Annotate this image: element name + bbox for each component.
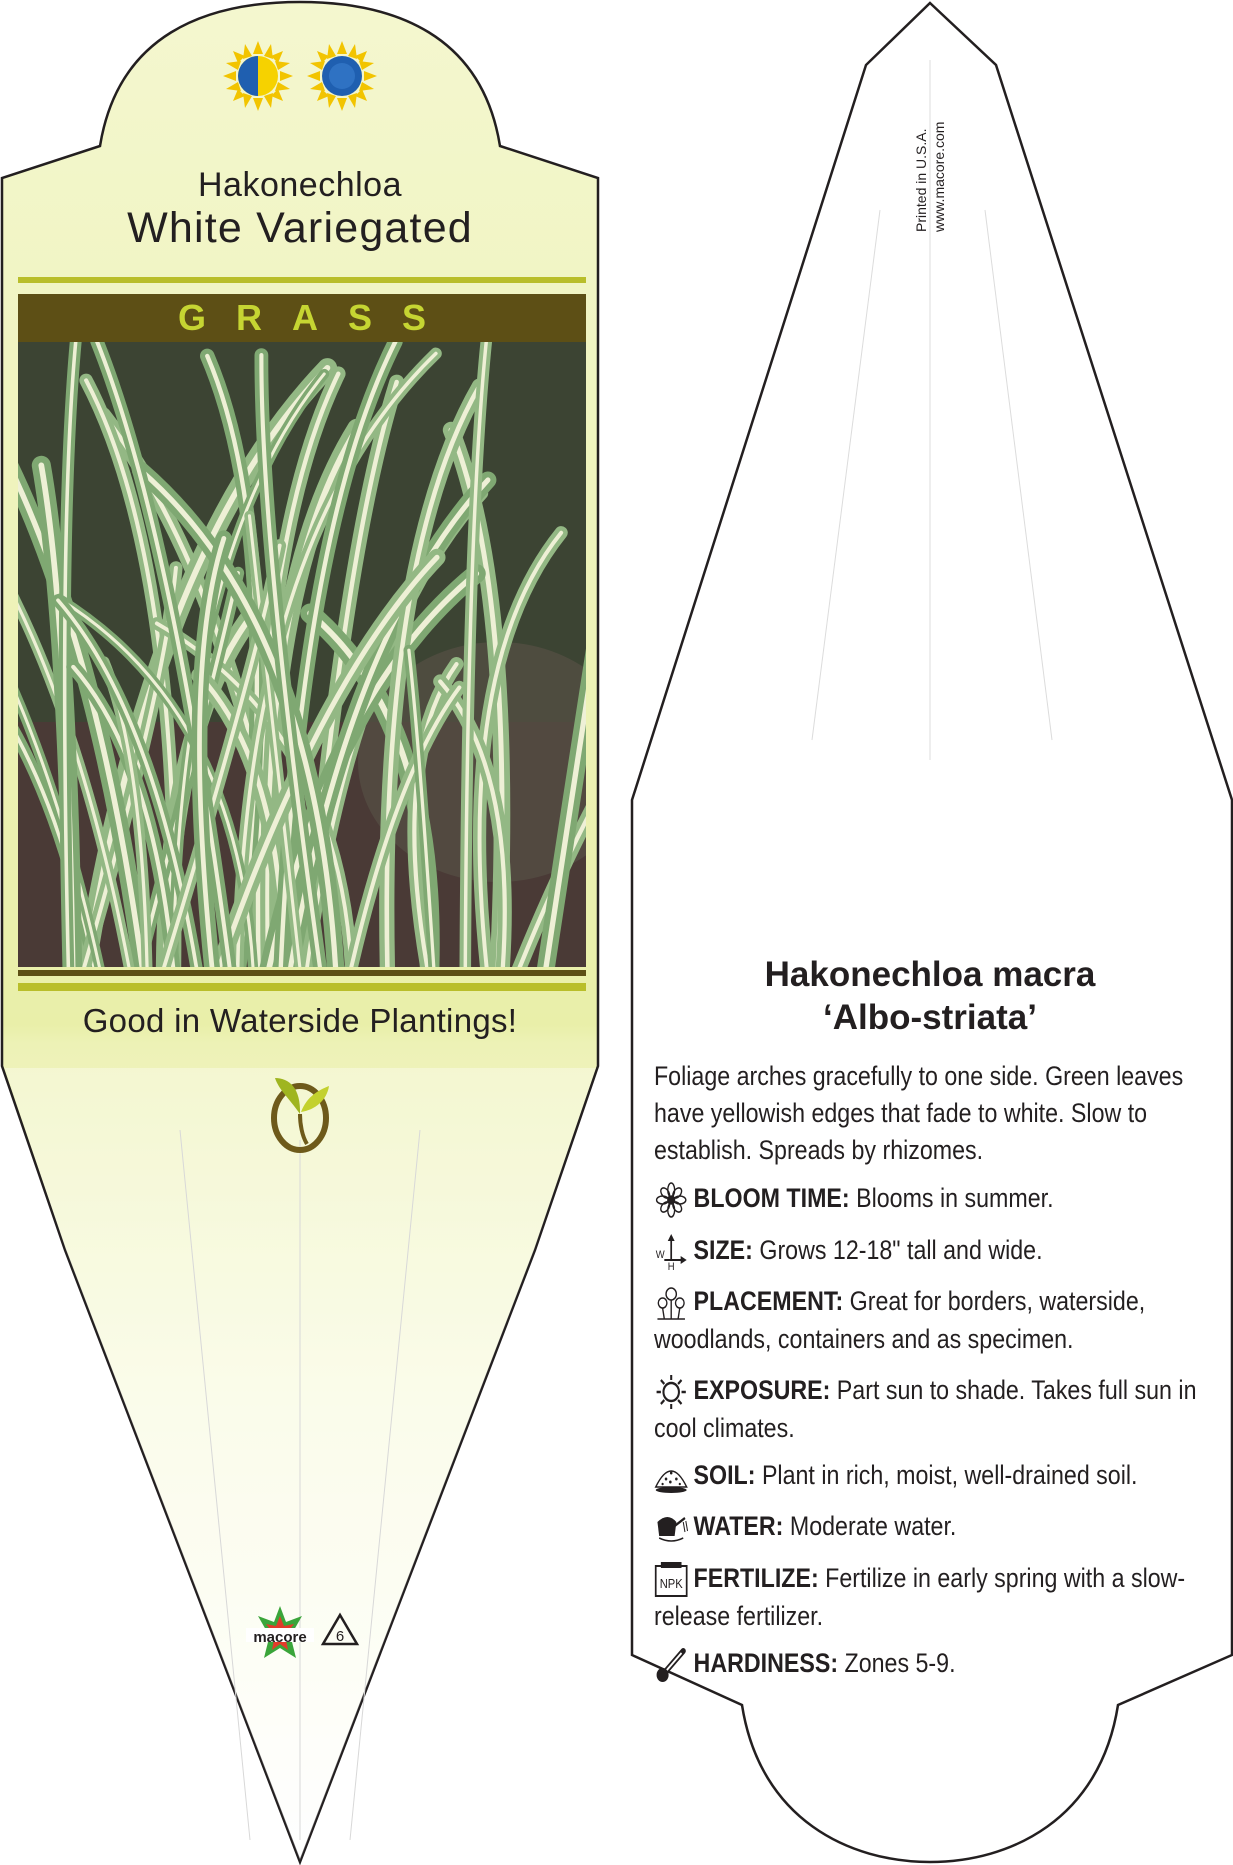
shade-icon xyxy=(306,40,378,112)
category-band: GRASS xyxy=(18,294,586,342)
attr-fertilize xyxy=(654,1560,1213,1635)
attr-text: Grows 12-18" tall and wide. xyxy=(759,1235,1043,1265)
size-h-label: H xyxy=(667,1261,675,1270)
printed-line2: www.macore.com xyxy=(931,121,947,232)
attr-text: Blooms in summer. xyxy=(856,1183,1054,1213)
variegated-grass-photo xyxy=(18,342,586,967)
attr-label: HARDINESS: xyxy=(693,1648,839,1678)
attr-text: Plant in rich, moist, well-drained soil. xyxy=(761,1460,1138,1490)
watering-can-icon xyxy=(654,1510,688,1546)
attr-text: Zones 5-9. xyxy=(844,1648,956,1678)
footer-stripe-light xyxy=(18,983,586,991)
attr-exposure xyxy=(654,1372,1213,1447)
attr-soil xyxy=(654,1457,1213,1495)
attr-size xyxy=(654,1232,1213,1270)
npk-label: NPK xyxy=(659,1576,683,1592)
attr-placement xyxy=(654,1283,1213,1358)
macore-brand: macore xyxy=(253,1629,307,1646)
attr-text: Part sun to shade. Takes full sun in cool climates. xyxy=(654,1375,1197,1443)
attr-label: WATER: xyxy=(693,1511,784,1541)
size-w-label: W xyxy=(655,1249,665,1262)
sun-outline-icon xyxy=(654,1374,688,1410)
header-stripe xyxy=(18,277,586,283)
attr-bloom-time xyxy=(654,1180,1213,1218)
attr-label: SOIL: xyxy=(693,1460,756,1490)
recycle-code: 6 xyxy=(335,1628,345,1645)
plant-description: Foliage arches gracefully to one side. Green leaves have yellowish edges that fade to white. Slow to establish. Spreads by rhizomes. xyxy=(654,1061,1184,1165)
common-name-line2: White Variegated xyxy=(127,204,473,252)
attr-label: FERTILIZE: xyxy=(693,1563,819,1593)
attr-text: Fertilize in early spring with a slow-release fertilizer. xyxy=(654,1563,1186,1631)
attr-hardiness xyxy=(654,1645,1213,1683)
printed-in-usa xyxy=(912,122,948,232)
attr-text: Moderate water. xyxy=(789,1511,957,1541)
attr-label: BLOOM TIME: xyxy=(693,1183,850,1213)
printed-line1: Printed in U.S.A. xyxy=(913,128,929,232)
cultivar-name: ‘Albo-striata’ xyxy=(823,998,1037,1037)
flower-icon xyxy=(654,1182,688,1218)
part-sun-icon xyxy=(222,40,294,112)
attr-label: SIZE: xyxy=(693,1235,753,1265)
footer-stripe-dark xyxy=(18,970,586,976)
botanical-name: Hakonechloa macra xyxy=(764,955,1096,994)
tagline: Good in Waterside Plantings! xyxy=(82,1002,518,1039)
soil-pile-icon xyxy=(654,1459,688,1495)
npk-bag-icon xyxy=(654,1562,688,1598)
attr-water xyxy=(654,1508,1213,1546)
attr-text: Great for borders, waterside, woodlands, containers and as specimen. xyxy=(654,1286,1146,1354)
placement-plants-icon xyxy=(654,1285,688,1321)
size-arrows-icon xyxy=(654,1234,688,1270)
macore-logo-icon xyxy=(244,1604,316,1664)
recycle-symbol-icon xyxy=(320,1612,360,1648)
thermometer-icon xyxy=(654,1647,688,1683)
attr-label: PLACEMENT: xyxy=(693,1286,844,1316)
attr-label: EXPOSURE: xyxy=(693,1375,831,1405)
common-name-line1: Hakonechloa xyxy=(198,166,402,204)
sprout-logo-icon xyxy=(267,1068,333,1154)
